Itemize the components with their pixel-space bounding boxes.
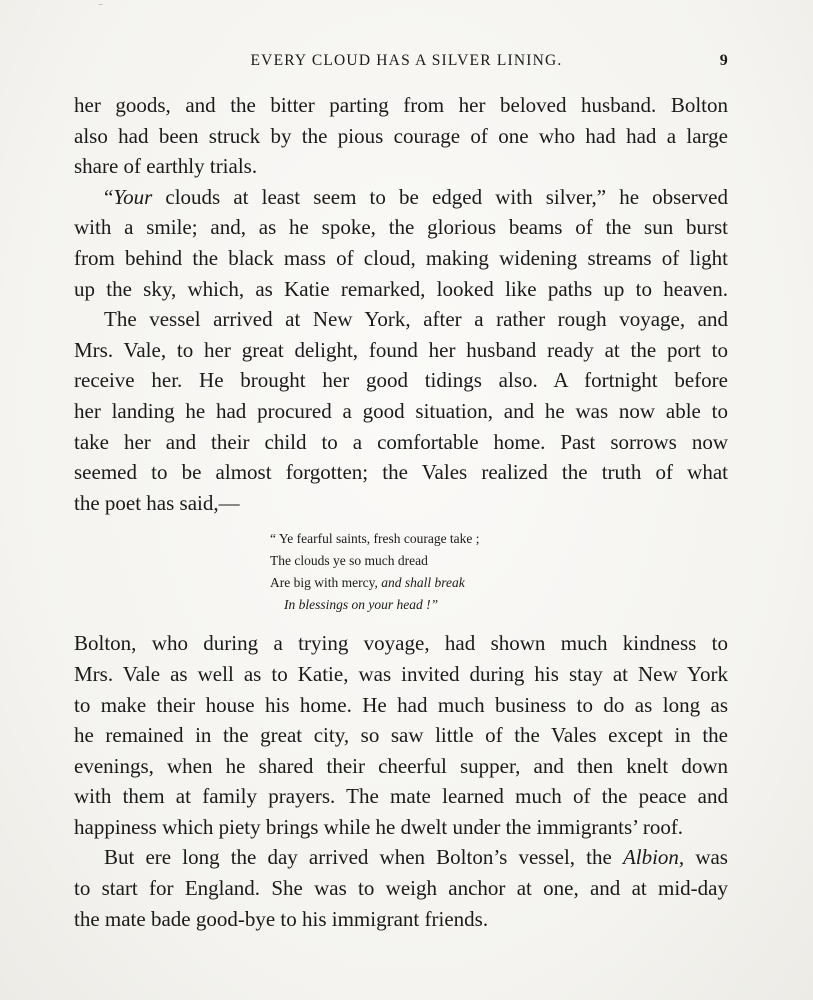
paragraph xyxy=(74,628,728,842)
page-header xyxy=(0,52,813,76)
paragraph xyxy=(74,304,728,518)
text-line: the mate bade good-bye to his immigrant friends. xyxy=(74,906,489,931)
text-line: share of earthly trials. xyxy=(74,154,258,179)
text-line: up the sky, which, as Katie remarked, looked like paths up to heaven. xyxy=(74,276,728,301)
text-line: seemed to be almost forgotten; the Vales realized the truth of what xyxy=(74,460,728,485)
poem-line: The clouds ye so much dread xyxy=(270,553,428,569)
text-line: happiness which piety brings while he dwelt under the immigrants’ roof. xyxy=(74,814,684,839)
poem-quote xyxy=(74,528,728,616)
text-line: with a smile; and, as he spoke, the glorious beams of the sun burst xyxy=(74,215,728,240)
page-body xyxy=(74,90,728,934)
text-span: But ere long the day arrived when Bolton’s vessel, the xyxy=(104,845,623,870)
text-line: Mrs. Vale, to her great delight, found her husband ready at the port to xyxy=(74,337,728,362)
page-mark: ⁻ xyxy=(98,2,104,13)
text-line: receive her. He brought her good tidings also. A fortnight before xyxy=(74,368,728,393)
text-line: to make their house his home. He had much business to do as long as xyxy=(74,692,728,717)
poem-italic-text: and shall break xyxy=(377,575,465,591)
text-line: the poet has said,— xyxy=(74,490,240,515)
italic-text: Your xyxy=(113,184,153,209)
page-number: 9 xyxy=(719,52,729,69)
paragraph xyxy=(74,842,728,934)
text-line: also had been struck by the pious courage of one who had had a large xyxy=(74,123,728,148)
poem-line: “ Ye fearful saints, fresh courage take ; xyxy=(270,531,480,547)
text-line: her goods, and the bitter parting from her beloved husband. Bolton xyxy=(74,93,728,117)
paragraph xyxy=(74,182,728,304)
text-span: clouds at least seem to be edged with silver,” he observed xyxy=(152,184,728,209)
text-line: The vessel arrived at New York, after a rather rough voyage, and xyxy=(104,307,728,332)
text-line: her landing he had procured a good situation, and he was now able to xyxy=(74,398,728,423)
text-line: he remained in the great city, so saw little of the Vales except in the xyxy=(74,723,728,748)
text-line: take her and their child to a comfortable home. Past sorrows now xyxy=(74,429,728,454)
poem-line: In blessings on your head !” xyxy=(284,597,439,613)
text-line: evenings, when he shared their cheerful supper, and then knelt down xyxy=(74,753,728,778)
text-line xyxy=(74,182,728,213)
poem-line xyxy=(74,572,728,594)
text-line xyxy=(74,842,728,873)
text-line: with them at family prayers. The mate learned much of the peace and xyxy=(74,784,728,809)
italic-text: Albion, xyxy=(622,845,685,870)
running-title: EVERY CLOUD HAS A SILVER LINING. xyxy=(250,52,563,69)
paragraph xyxy=(74,90,728,182)
text-span: was xyxy=(684,845,728,870)
text-span: “ xyxy=(104,184,114,209)
poem-text: Are big with mercy, xyxy=(270,575,378,591)
text-line: Bolton, who during a trying voyage, had shown much kindness to xyxy=(74,631,728,656)
text-line: Mrs. Vale as well as to Katie, was invited during his stay at New York xyxy=(74,661,728,686)
text-line: to start for England. She was to weigh anchor at one, and at mid-day xyxy=(74,876,728,901)
text-line: from behind the black mass of cloud, making widening streams of light xyxy=(74,245,728,270)
